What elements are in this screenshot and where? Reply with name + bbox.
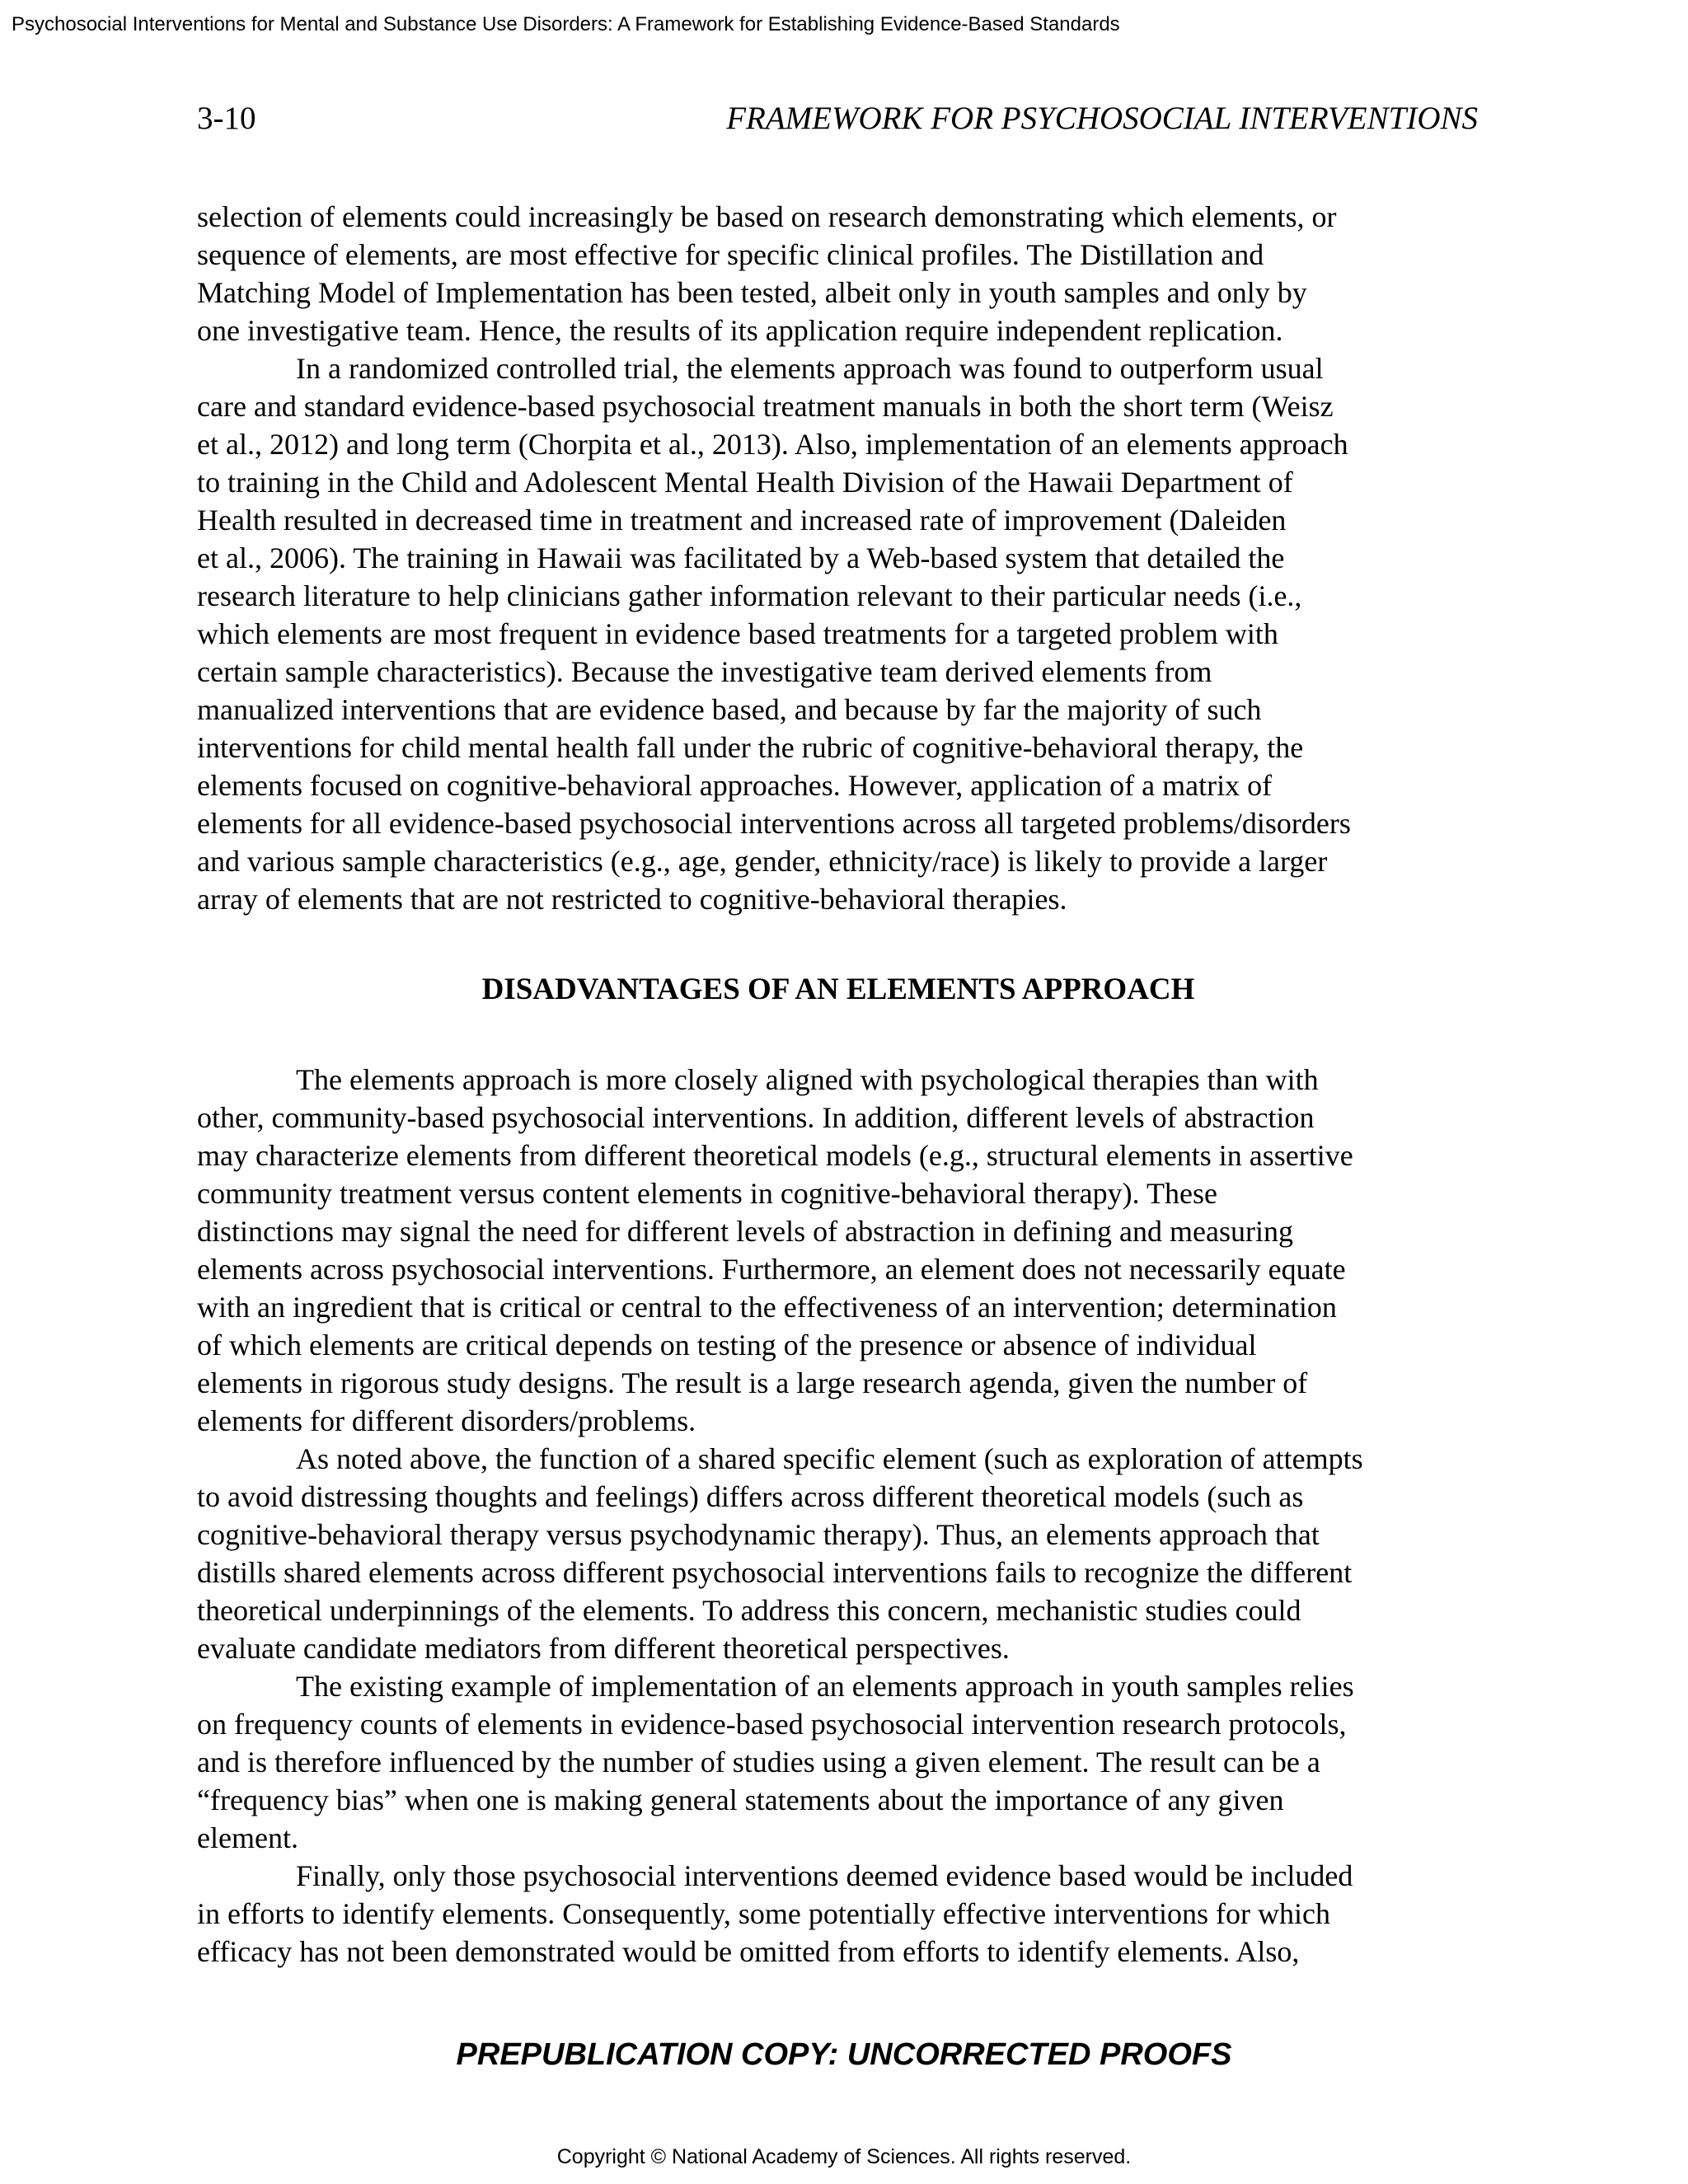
text-line: et al., 2012) and long term (Chorpita et al., 2013). Also, implementation of an elements approach: [197, 428, 1348, 461]
paragraph-start-line: The existing example of implementation of an elements approach in youth samples relies: [296, 1670, 1354, 1703]
copyright-notice: Copyright © National Academy of Sciences. All rights reserved.: [556, 2145, 1132, 2168]
text-line: of which elements are critical depends on testing of the presence or absence of individual: [197, 1329, 1257, 1361]
text-line: and various sample characteristics (e.g., age, gender, ethnicity/race) is likely to provide a larger: [197, 845, 1328, 878]
text-line: elements for different disorders/problems.: [197, 1404, 696, 1437]
text-line: which elements are most frequent in evidence based treatments for a targeted problem with: [197, 617, 1278, 650]
text-line: community treatment versus content elements in cognitive-behavioral therapy). These: [197, 1177, 1217, 1210]
text-line: “frequency bias” when one is making general statements about the importance of any given: [197, 1783, 1284, 1816]
text-line: sequence of elements, are most effective for specific clinical profiles. The Distillation and: [197, 238, 1264, 271]
text-line: and is therefore influenced by the number of studies using a given element. The result can be a: [197, 1746, 1320, 1779]
text-line: certain sample characteristics). Because the investigative team derived elements from: [197, 655, 1212, 688]
text-line: may characterize elements from different theoretical models (e.g., structural elements in assertive: [197, 1139, 1353, 1172]
section-heading: DISADVANTAGES OF AN ELEMENTS APPROACH: [481, 972, 1195, 1006]
text-line: Matching Model of Implementation has been tested, albeit only in youth samples and only by: [197, 276, 1307, 309]
running-head: [197, 97, 1478, 140]
text-line: efficacy has not been demonstrated would be omitted from efforts to identify elements. Also,: [197, 1935, 1300, 1968]
text-line: elements for all evidence-based psychosocial interventions across all targeted problems/disorders: [197, 807, 1351, 840]
document-banner: Psychosocial Interventions for Mental and Substance Use Disorders: A Framework for Establishing Evidence-Based Standards: [12, 13, 1120, 35]
text-line: elements in rigorous study designs. The result is a large research agenda, given the number of: [197, 1366, 1308, 1399]
text-line: evaluate candidate mediators from different theoretical perspectives.: [197, 1632, 1010, 1665]
text-line: distinctions may signal the need for different levels of abstraction in defining and measuring: [197, 1215, 1293, 1248]
text-line: other, community-based psychosocial interventions. In addition, different levels of abstraction: [197, 1101, 1315, 1134]
text-line: theoretical underpinnings of the elements. To address this concern, mechanistic studies could: [197, 1594, 1301, 1627]
text-line: to training in the Child and Adolescent Mental Health Division of the Hawaii Department of: [197, 466, 1293, 499]
text-line: on frequency counts of elements in evidence-based psychosocial intervention research protocols,: [197, 1708, 1347, 1741]
text-line: cognitive-behavioral therapy versus psychodynamic therapy). Thus, an elements approach that: [197, 1518, 1320, 1551]
text-line: manualized interventions that are evidence based, and because by far the majority of such: [197, 693, 1262, 726]
paragraph-start-line: Finally, only those psychosocial interventions deemed evidence based would be included: [296, 1859, 1353, 1892]
text-line: elements focused on cognitive-behavioral approaches. However, application of a matrix of: [197, 769, 1273, 802]
paragraph-start-line: In a randomized controlled trial, the elements approach was found to outperform usual: [296, 352, 1324, 385]
proof-notice: PREPUBLICATION COPY: UNCORRECTED PROOFS: [456, 2037, 1232, 2072]
text-line: research literature to help clinicians gather information relevant to their particular needs (i.e.,: [197, 579, 1302, 612]
text-line: selection of elements could increasingly be based on research demonstrating which elements, or: [197, 200, 1337, 233]
text-line: et al., 2006). The training in Hawaii was facilitated by a Web-based system that detailed the: [197, 541, 1285, 574]
body-section-2: [197, 1061, 1516, 1971]
text-line: array of elements that are not restricted to cognitive-behavioral therapies.: [197, 883, 1067, 916]
text-line: distills shared elements across different psychosocial interventions fails to recognize the different: [197, 1556, 1353, 1589]
text-line: interventions for child mental health fall under the rubric of cognitive-behavioral therapy, the: [197, 731, 1304, 764]
paragraph-start-line: As noted above, the function of a shared specific element (such as exploration of attempts: [296, 1442, 1363, 1475]
text-line: care and standard evidence-based psychosocial treatment manuals in both the short term (Weisz: [197, 390, 1334, 423]
text-line: elements across psychosocial interventions. Furthermore, an element does not necessarily equate: [197, 1253, 1346, 1286]
text-line: element.: [197, 1821, 298, 1854]
body-section-1: [197, 198, 1516, 918]
chapter-title: FRAMEWORK FOR PSYCHOSOCIAL INTERVENTIONS: [726, 101, 1478, 136]
text-line: to avoid distressing thoughts and feelings) differs across different theoretical models (such as: [197, 1480, 1304, 1513]
paragraph-start-line: The elements approach is more closely aligned with psychological therapies than with: [296, 1063, 1319, 1096]
page-number: 3-10: [197, 101, 256, 136]
text-line: one investigative team. Hence, the results of its application require independent replication.: [197, 314, 1283, 347]
text-line: in efforts to identify elements. Consequently, some potentially effective interventions for which: [197, 1897, 1330, 1930]
text-line: Health resulted in decreased time in treatment and increased rate of improvement (Daleiden: [197, 504, 1287, 537]
text-line: with an ingredient that is critical or central to the effectiveness of an intervention; determination: [197, 1291, 1337, 1324]
